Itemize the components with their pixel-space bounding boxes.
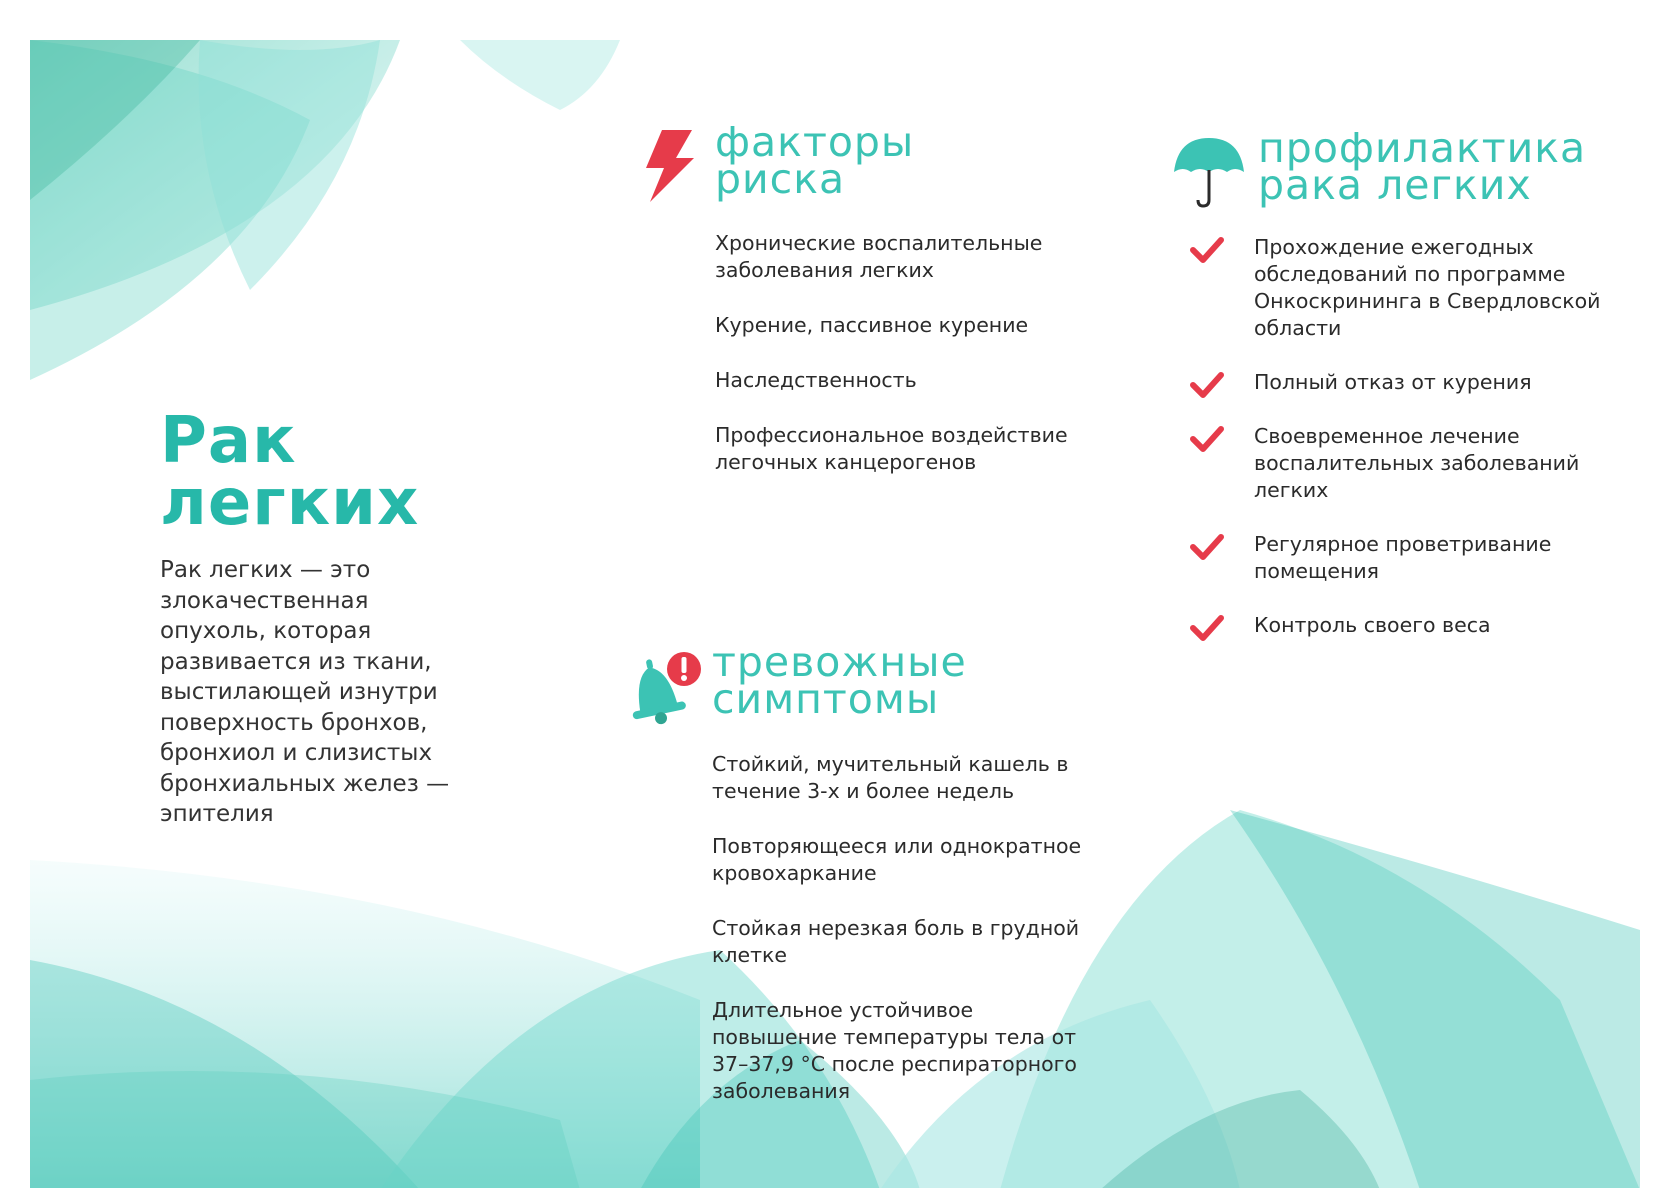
risk-factors-title xyxy=(715,118,915,203)
checkmark-icon xyxy=(1190,425,1224,453)
symptoms-title xyxy=(712,638,967,723)
list-item: Курение, пассивное курение xyxy=(715,313,1029,337)
list-item: Профессиональное воздействие легочных канцерогенов xyxy=(715,423,1068,474)
prevention-list xyxy=(1190,234,1630,666)
checkmark-icon xyxy=(1190,533,1224,561)
symptoms-title-line-2: симптомы xyxy=(712,675,940,723)
list-item xyxy=(1190,531,1630,585)
prevention-title-line-2: рака легких xyxy=(1258,161,1532,209)
prevention-title-line-1: профилактика xyxy=(1258,124,1587,172)
list-item: Хронические воспалительные заболевания легких xyxy=(715,231,1043,282)
list-item xyxy=(1190,612,1630,639)
checkmark-icon xyxy=(1190,236,1224,264)
intro-paragraph: Рак легких — это злокачественная опухоль, которая развивается из ткани, выстилающей изнутри поверхность бронхов, бронхиол и слизистых бронхиальных желез — эпителия xyxy=(160,557,450,827)
page-title xyxy=(160,404,420,540)
list-item xyxy=(1190,234,1630,342)
umbrella-icon xyxy=(1172,134,1246,210)
list-item: Наследственность xyxy=(715,368,917,392)
list-item-text: Регулярное проветривание помещения xyxy=(1254,532,1552,583)
checkmark-icon xyxy=(1190,371,1224,399)
symptoms-list xyxy=(712,751,1092,1133)
list-item xyxy=(1190,369,1630,396)
list-item-text: Своевременное лечение воспалительных заболеваний легких xyxy=(1254,424,1580,502)
symptoms-title-line-1: тревожные xyxy=(712,638,967,686)
page-title-line-2: легких xyxy=(160,466,420,540)
list-item xyxy=(1190,423,1630,504)
list-item: Стойкий, мучительный кашель в течение 3-х и более недель xyxy=(712,752,1069,803)
prevention-title xyxy=(1258,124,1587,209)
page-title-line-1: Рак xyxy=(160,404,297,478)
list-item: Длительное устойчивое повышение температуры тела от 37–37,9 °С после респираторного заболевания xyxy=(712,998,1077,1103)
risk-factors-title-line-2: риска xyxy=(715,155,846,203)
list-item-text: Полный отказ от курения xyxy=(1254,370,1532,394)
checkmark-icon xyxy=(1190,614,1224,642)
list-item: Стойкая нерезкая боль в грудной клетке xyxy=(712,916,1080,967)
lightning-icon xyxy=(640,128,698,204)
list-item: Повторяющееся или однократное кровохаркание xyxy=(712,834,1082,885)
bell-alert-icon xyxy=(614,645,706,727)
list-item-text: Контроль своего веса xyxy=(1254,613,1491,637)
risk-factors-list xyxy=(715,230,1095,504)
list-item-text: Прохождение ежегодных обследований по программе Онкоскрининга в Свердловской области xyxy=(1254,235,1601,340)
risk-factors-title-line-1: факторы xyxy=(715,118,915,166)
